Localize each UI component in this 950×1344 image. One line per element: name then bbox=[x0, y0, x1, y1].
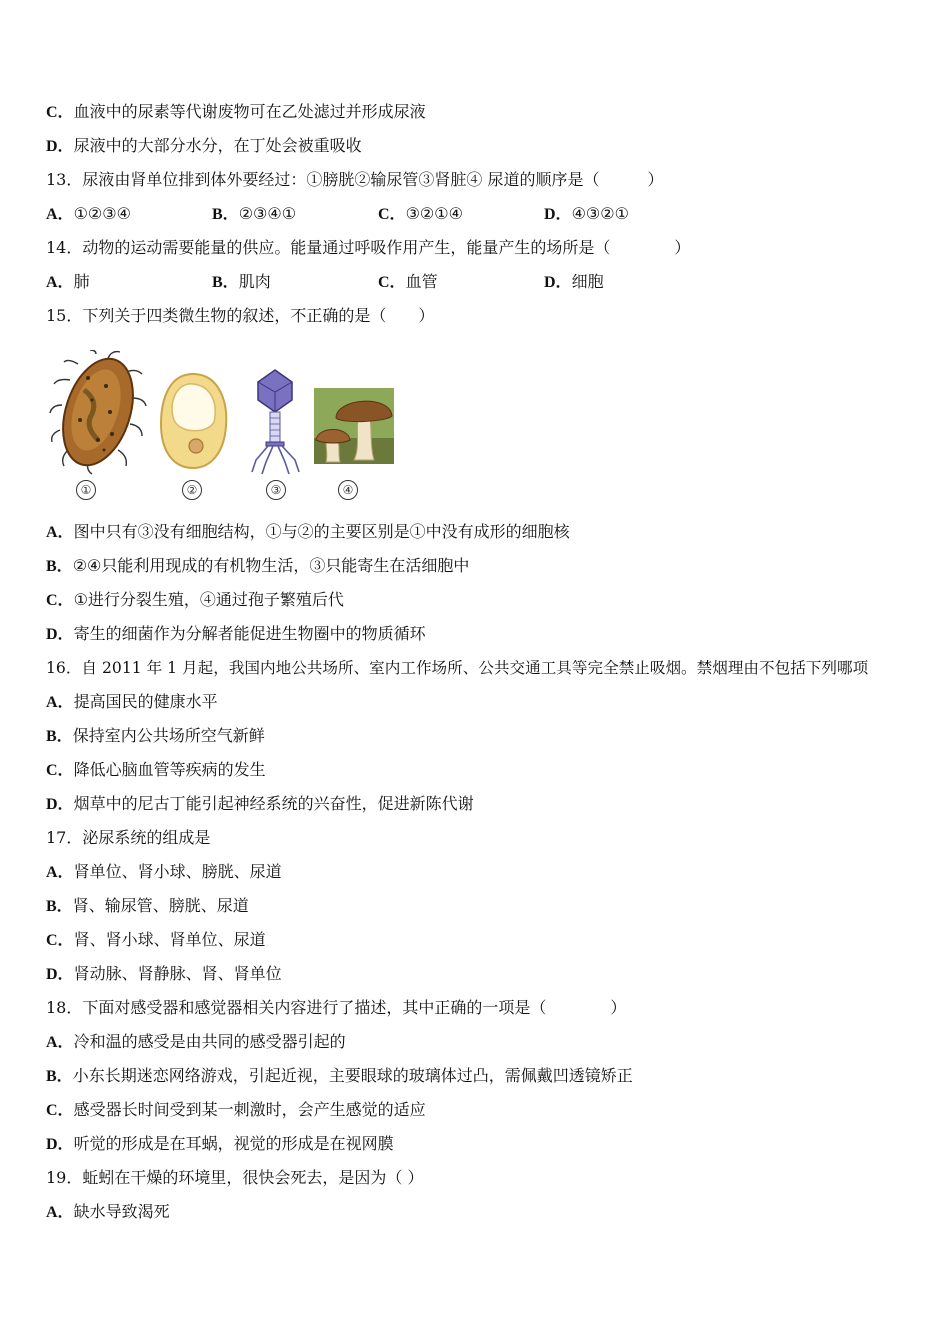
q15-option-b: B．②④只能利用现成的有机物生活，③只能寄生在活细胞中 bbox=[46, 556, 470, 575]
q14-option-b: B．肌肉 bbox=[212, 272, 271, 291]
q13-option-b: B．②③④① bbox=[212, 204, 297, 223]
q12-option-d: D．尿液中的大部分水分，在丁处会被重吸收 bbox=[46, 136, 362, 155]
q18-option-a: A．冷和温的感受是由共同的感受器引起的 bbox=[46, 1032, 346, 1051]
microorganisms-figure bbox=[48, 350, 408, 500]
question-16: 16．自 2011 年 1 月起，我国内地公共场所、室内工作场所、公共交通工具等完全禁止吸烟。禁烟理由不包括下列哪项 bbox=[46, 659, 869, 677]
q17-option-c: C．肾、肾小球、肾单位、尿道 bbox=[46, 930, 266, 949]
q13-option-d: D．④③②① bbox=[544, 204, 629, 223]
q17-option-a: A．肾单位、肾小球、膀胱、尿道 bbox=[46, 862, 282, 881]
q17-option-d: D．肾动脉、肾静脉、肾、肾单位 bbox=[46, 964, 282, 983]
question-18: 18．下面对感受器和感觉器相关内容进行了描述，其中正确的一项是（ ） bbox=[46, 998, 627, 1017]
question-19: 19．蚯蚓在干燥的环境里，很快会死去，是因为（ ） bbox=[46, 1168, 424, 1187]
mushroom-image bbox=[314, 388, 394, 464]
figure-label-3: ③ bbox=[266, 480, 286, 500]
figure-label-4: ④ bbox=[338, 480, 358, 500]
question-15: 15．下列关于四类微生物的叙述，不正确的是（ ） bbox=[46, 306, 435, 325]
q14-options bbox=[46, 272, 710, 292]
q18-option-d: D．听觉的形成是在耳蜗，视觉的形成是在视网膜 bbox=[46, 1134, 394, 1153]
q15-option-a: A．图中只有③没有细胞结构，①与②的主要区别是①中没有成形的细胞核 bbox=[46, 522, 570, 541]
question-17: 17．泌尿系统的组成是 bbox=[46, 828, 211, 847]
q16-option-c: C．降低心脑血管等疾病的发生 bbox=[46, 760, 266, 779]
q14-option-a: A．肺 bbox=[46, 272, 90, 291]
q17-option-b: B．肾、输尿管、膀胱、尿道 bbox=[46, 896, 249, 915]
q14-option-c: C．血管 bbox=[378, 272, 438, 291]
q18-option-c: C．感受器长时间受到某一刺激时，会产生感觉的适应 bbox=[46, 1100, 426, 1119]
bacteriophage-image bbox=[248, 368, 303, 478]
q13-option-a: A．①②③④ bbox=[46, 204, 131, 223]
q18-option-b: B．小东长期迷恋网络游戏，引起近视，主要眼球的玻璃体过凸，需佩戴凹透镜矫正 bbox=[46, 1066, 633, 1085]
figure-label-1: ① bbox=[76, 480, 96, 500]
q13-option-c: C．③②①④ bbox=[378, 204, 463, 223]
q16-option-b: B．保持室内公共场所空气新鲜 bbox=[46, 726, 265, 745]
q15-option-c: C．①进行分裂生殖，④通过孢子繁殖后代 bbox=[46, 590, 344, 609]
question-13: 13．尿液由肾单位排到体外要经过：①膀胱②输尿管③肾脏④ 尿道的顺序是（ ） bbox=[46, 170, 664, 189]
question-14: 14．动物的运动需要能量的供应。能量通过呼吸作用产生，能量产生的场所是（ ） bbox=[46, 238, 691, 257]
figure-label-2: ② bbox=[182, 480, 202, 500]
q16-option-a: A．提高国民的健康水平 bbox=[46, 692, 218, 711]
q19-option-a: A．缺水导致渴死 bbox=[46, 1202, 170, 1221]
yeast-cell-image bbox=[156, 370, 231, 470]
bacterium-image bbox=[48, 350, 148, 475]
q14-option-d: D．细胞 bbox=[544, 272, 604, 291]
q12-option-c: C．血液中的尿素等代谢废物可在乙处滤过并形成尿液 bbox=[46, 102, 426, 121]
q13-options bbox=[46, 204, 710, 224]
q16-option-d: D．烟草中的尼古丁能引起神经系统的兴奋性，促进新陈代谢 bbox=[46, 794, 474, 813]
q15-option-d: D．寄生的细菌作为分解者能促进生物圈中的物质循环 bbox=[46, 624, 426, 643]
